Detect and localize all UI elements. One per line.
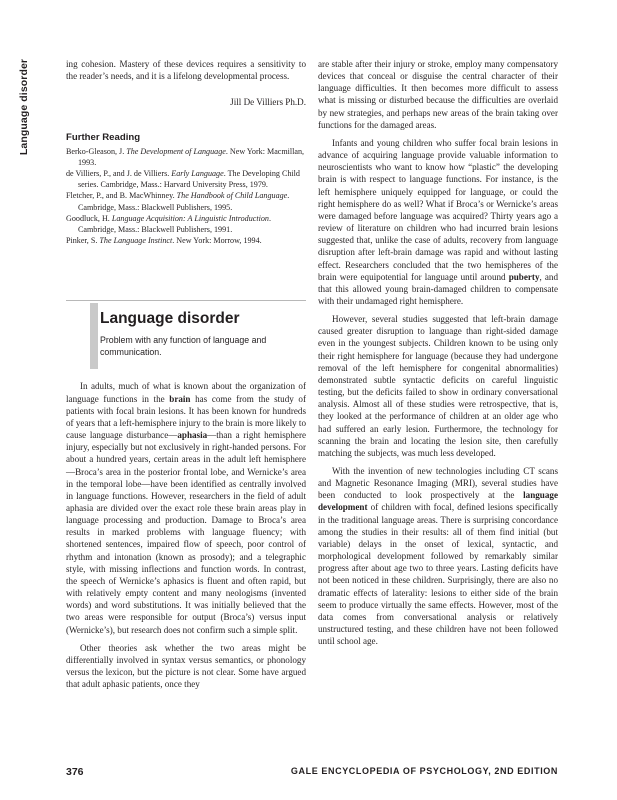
further-reading-heading: Further Reading [66,132,141,144]
page-footer [66,766,558,780]
body-paragraph: However, several studies suggested that left-brain damage caused greater disruption to language than right-sided damage even in the youngest subjects. Children known to be using only their right hemisphere for language (because they had undergone removal of the left hemisphere for congenital abnormalities) demonstrated subtle syntactic deficits on careful linguistic testing, but the deficits failed to show in ordinary conversational analysis. Almost all of these studies were retrospective, that is, they looked at the performance of children at an older age who had suffered an early lesion. Furthermore, the technology for scanning the brain and locating the lesion site, then carefully matching the subjects, was much less developed. [318,314,558,458]
page-number: 376 [66,766,84,778]
further-reading-list [66,146,306,247]
keyword-link: language development [318,490,558,513]
keyword-link: puberty [508,271,540,282]
reference-item: Pinker, S. The Language Instinct. New York: Morrow, 1994. [66,236,262,246]
body-paragraph: With the invention of new technologies including CT scans and Magnetic Resonance Imaging (MRI), several studies have been conducted to look prospectively at the language development of children with focal, defined lesions specifically in the traditional language areas. There is surprising concordance among the studies in their results: all of them find initial (but variable) delays in the onset of lexical, syntactic, and morphological development followed by remarkably similar progress after about age two to three years. Lasting deficits have not been noticed in these children. Surprisingly, there are also no dramatic effects of laterality: lesions to either side of the brain seem to produce virtually the same effects. However, most of the data comes from conversational analysis or relatively unstructured testing, and these children have not been followed until school age. [318,466,558,647]
reference-item: Berko-Gleason, J. The Development of Language. New York: Macmillan, 1993. [66,146,305,167]
side-tab-label: Language disorder [18,58,30,156]
keyword-link: aphasia [177,430,208,441]
right-column [318,58,558,647]
side-tab [12,58,36,156]
left-column [66,58,306,690]
keyword-link: brain [169,393,191,404]
reference-item: Goodluck, H. Language Acquisition: A Linguistic Introduction. Cambridge, Mass.: Blackwell Publishers, 1991. [66,213,271,235]
entry-accent-bar [90,303,98,369]
body-paragraph: Other theories ask whether the two areas might be differentially involved in syntax versus semantics, or phonology versus the lexicon, but the picture is not clear. Some have argued that adult aphasic patients, once they [66,642,306,690]
body-paragraph: In adults, much of what is known about the organization of language functions in the brain has come from the study of patients with focal brain lesions. It has been known for hundreds of years that a left-hemisphere injury to the brain is more likely to cause language disturbance—aphasia—than a right hemisphere injury, especially but not exclusively in right-handed persons. For about a hundred years, certain areas in the adult left hemisphere—Broca’s area in the posterior frontal lobe, and Wernicke’s area in the temporal lobe—have been identified as centrally involved in language functions. However, researchers in the field of adult aphasia are divided over the exact role these brain areas play in language processing and production. Damage to Broca’s area results in marked problems with language fluency; with shortened sentences, impaired flow of speech, poor control of rhythm and intonation (known as prosody); and a telegraphic style, with missing inflections and function words. In contrast, the speech of Wernicke’s aphasics is fluent and often rapid, but with relatively empty content and many neologisms (invented words) and word substitutions. It was initially believed that the two areas were responsible for output (Broca’s) versus input (Wernicke’s), but research does not confirm such a simple split. [66,381,307,635]
intro-paragraph: ing cohesion. Mastery of these devices requires a sensitivity to the reader’s needs, and it is a lifelong developmental process. [66,59,306,82]
body-paragraph: are stable after their injury or stroke, employ many compensatory devices that conceal or disguise the central character of their language difficulties. It then becomes more difficult to assess what is missing or disturbed because the difficulties are overlaid by new strategies, and perhaps new areas of the brain taking over functions for the damaged areas. [318,59,558,130]
entry-definition: Problem with any function of language and communication. [100,335,267,357]
author-byline: Jill De Villiers Ph.D. [230,97,306,108]
reference-item: de Villiers, P., and J. de Villiers. Early Language. The Developing Child series. Cambridge, Mass.: Harvard University Press, 1979. [66,169,300,190]
publication-title: GALE ENCYCLOPEDIA OF PSYCHOLOGY, 2ND EDITION [290,766,558,776]
body-paragraph: Infants and young children who suffer focal brain lesions in advance of acquiring language provide valuable information to neuroscientists who want to know how “plastic” the developing brain is with respect to language functions. For instance, is the left hemisphere uniquely equipped for language, or could the right hemisphere do as well? What if Broca’s or Wernicke’s areas were damaged before language was acquired? Thirty years ago a review of literature on children who had incurred brain lesions suggested that, unlike the case of adults, recovery from language disruption after left-brain damage was rapid and without lasting effect. Researchers concluded that the two hemispheres of the brain were equipotential for language until around puberty, and that this allowed young brain-damaged children to compensate with their undamaged right hemisphere. [318,137,558,306]
entry-title: Language disorder [100,310,240,328]
entry-header [66,300,306,372]
reference-item: Fletcher, P., and B. MacWhinney. The Handbook of Child Language. Cambridge, Mass.: Blackwell Publishers, 1995. [66,191,290,212]
